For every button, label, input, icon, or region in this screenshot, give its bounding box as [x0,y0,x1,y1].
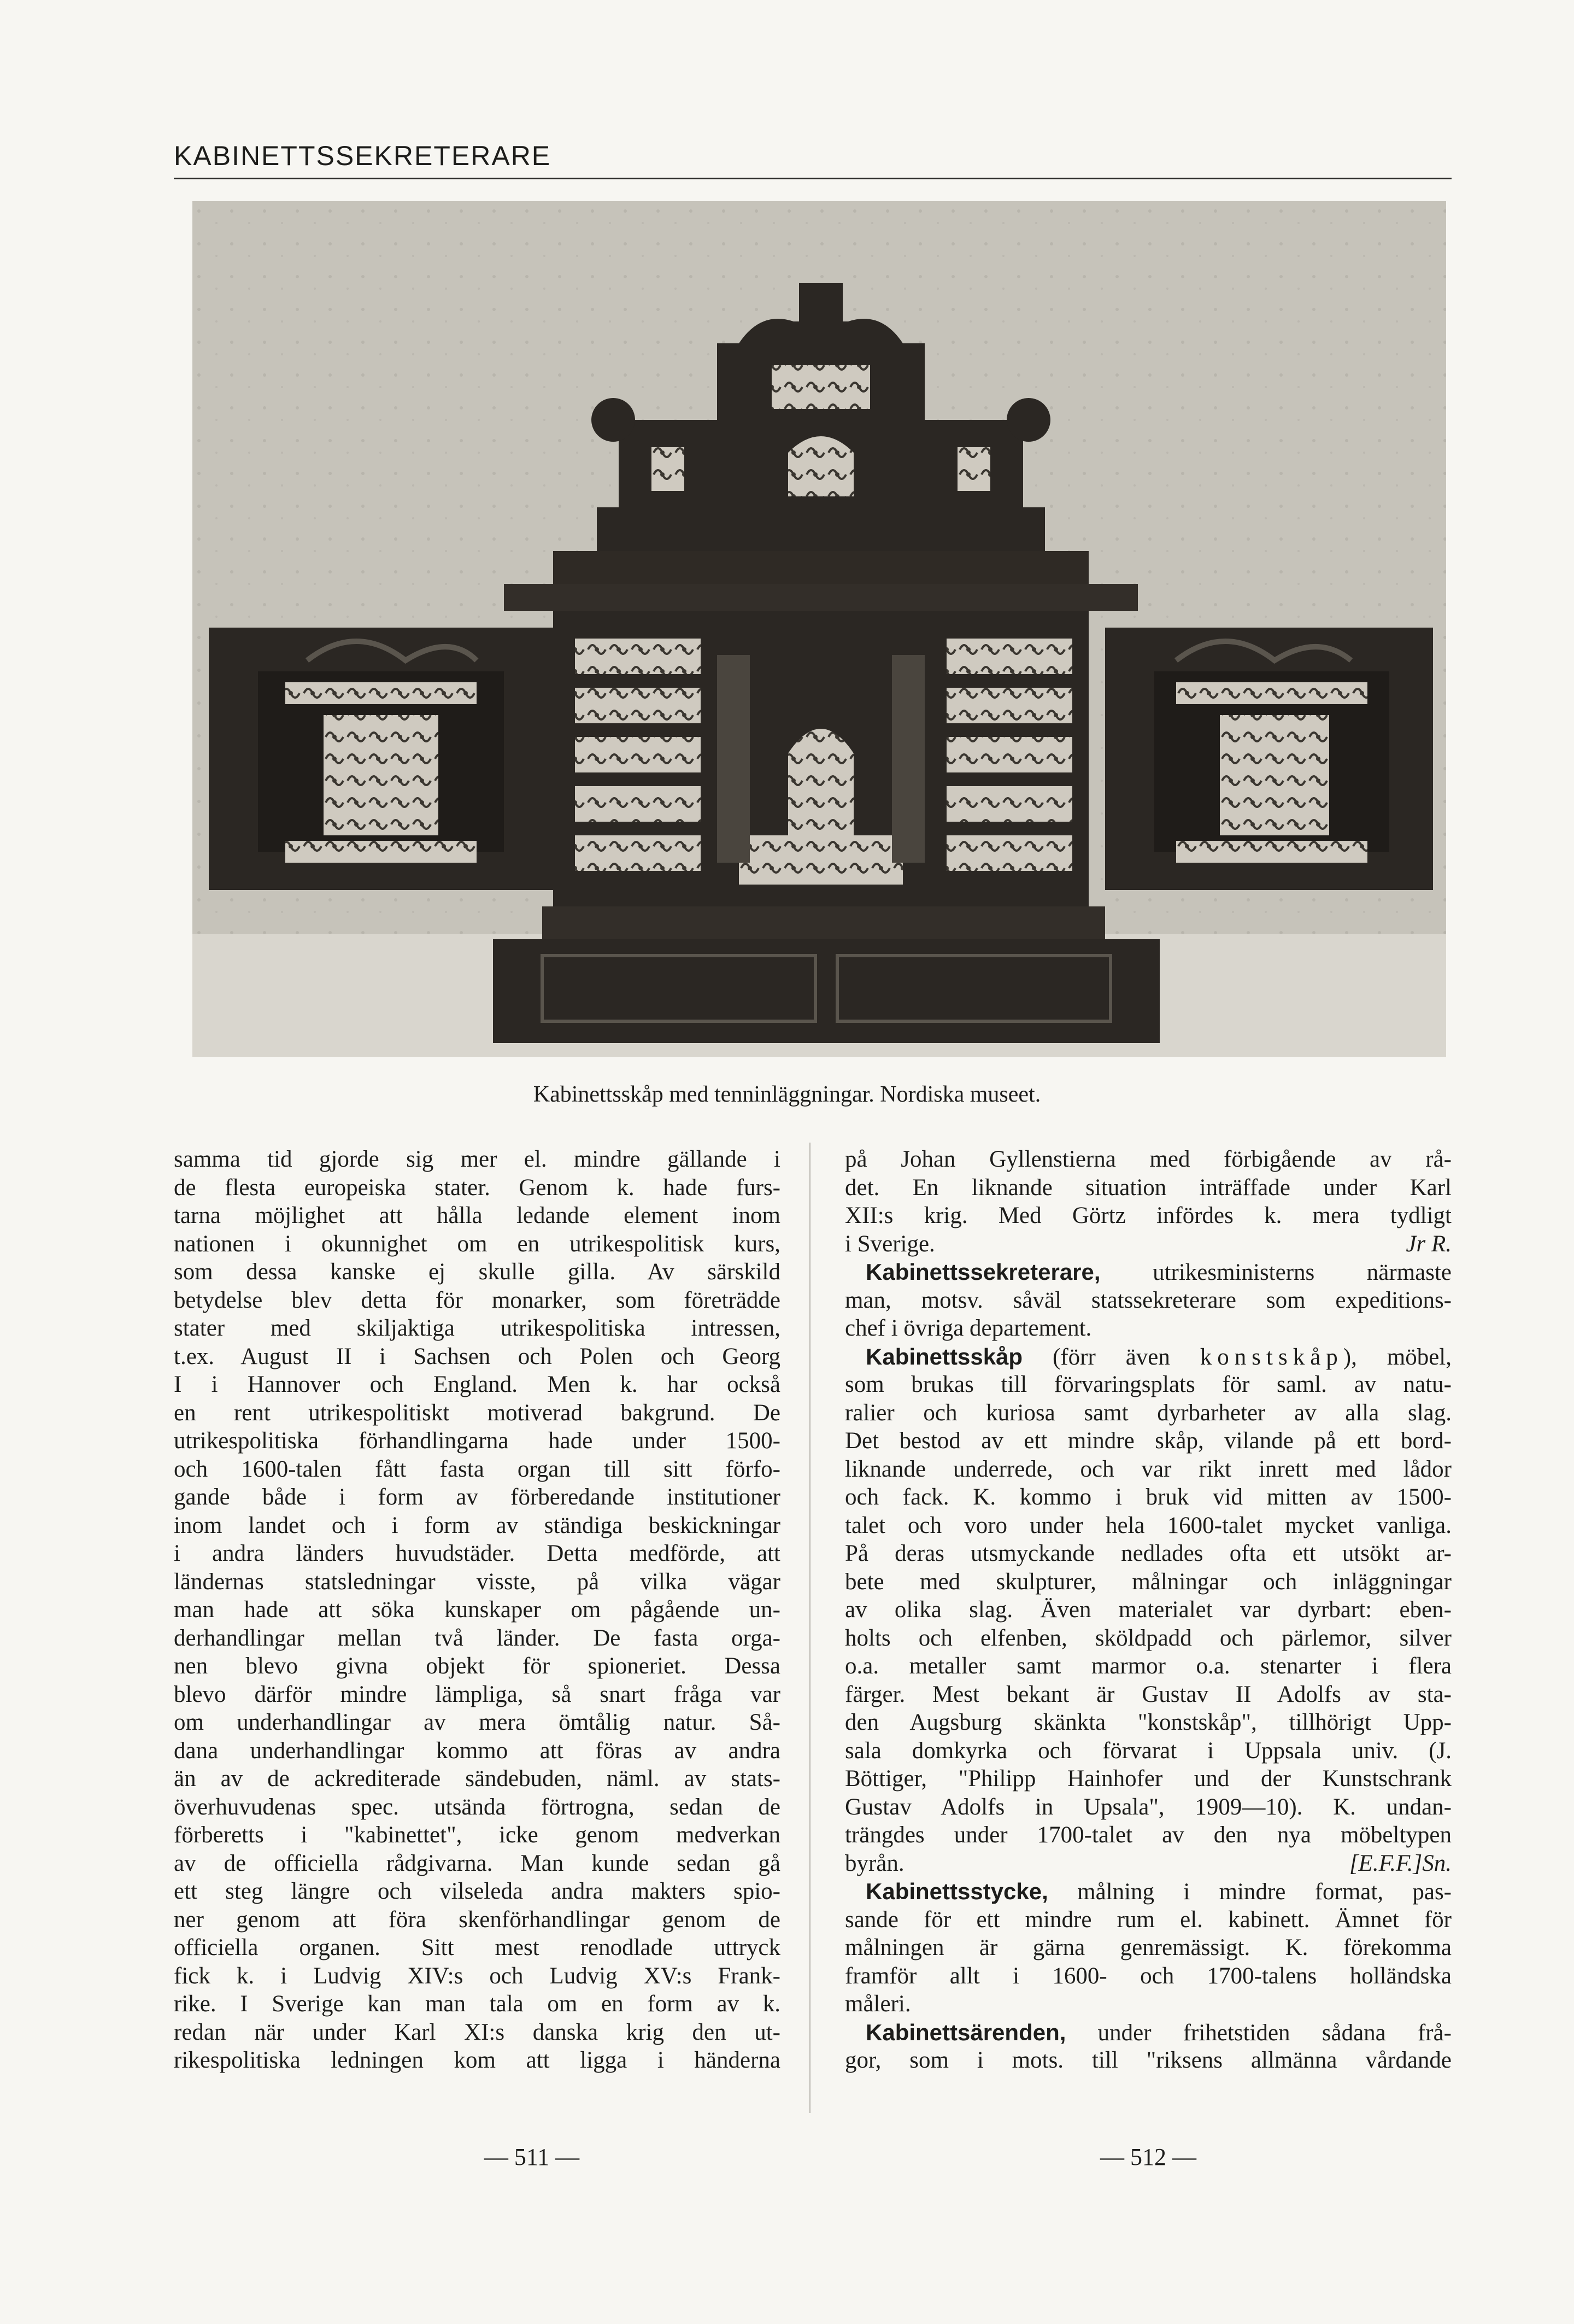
text-line: gande både i form av förberedande institutioner [174,1484,780,1510]
text-line: det. En liknande situation inträffade under Karl [845,1174,1452,1201]
text-line: nationen i okunnighet om en utrikespolitisk kurs, [174,1231,780,1257]
header-rule [174,178,1452,179]
text-line: ländernas statsledningar visste, på vilka vägar [174,1568,780,1595]
entry-kabinettsarenden [845,2018,1452,2047]
text-line: rike. I Sverige kan man tala om en form av k. [174,1991,780,2017]
text-fragment: konstskåp [1200,1344,1343,1370]
text-line: man hade att söka kunskaper om pågående un- [174,1597,780,1623]
text-fragment: utrikesministerns närmaste [1153,1260,1452,1285]
text-line: som brukas till förvaringsplats för saml. av natu- [845,1372,1452,1397]
text-line: utrikespolitiska förhandlingarna hade under 1500- [174,1428,780,1454]
author-signature: Jr R. [1406,1231,1452,1257]
cabinet-photograph [192,201,1446,1057]
left-column [174,1145,780,2075]
text-line: färger. Mest bekant är Gustav II Adolfs av sta- [845,1681,1452,1707]
text-fragment: målning i mindre format, pas- [1077,1879,1452,1905]
entry-term: Kabinettsstycke, [866,1878,1048,1904]
text-line: sande för ett mindre rum el. kabinett. Ämnet för [845,1906,1452,1933]
text-line: än av de ackrediterade sändebuden, näml. av stats- [174,1766,780,1792]
text-line: På deras utsmyckande nedlades ofta ett utsökt ar- [845,1541,1452,1566]
text-line: betydelse blev detta för monarker, som företrädde [174,1287,780,1313]
text-line: Det bestod av ett mindre skåp, vilande på ett bord- [845,1428,1452,1454]
text-line: Böttiger, "Philipp Hainhofer und der Kunstschrank [845,1766,1452,1792]
running-header: KABINETTSSEKRETERARE [174,141,551,171]
text-line: en rent utrikespolitiskt motiverad bakgrund. De [174,1400,780,1426]
text-line [845,1849,1452,1878]
text-line: om underhandlingar av mera ömtålig natur. Så- [174,1710,780,1735]
text-line: framför allt i 1600- och 1700-talens holländska [845,1963,1452,1989]
text-fragment: ), möbel, [1343,1344,1452,1370]
text-line: trängdes under 1700-talet av den nya möbeltypen [845,1822,1452,1848]
text-line: redan när under Karl XI:s danska krig den ut- [174,2019,780,2045]
page-number-right: — 512 — [1100,2144,1196,2170]
entry-term: Kabinettsskåp [866,1343,1023,1369]
entry-term: Kabinettssekreterare, [866,1259,1101,1285]
author-signature: [E.F.F.]Sn. [1349,1850,1452,1876]
text-line: ralier och kuriosa samt dyrbarheter av alla slag. [845,1400,1452,1426]
text-line: samma tid gjorde sig mer el. mindre gällande i [174,1146,780,1172]
text-line [845,1230,1452,1258]
text-fragment: byrån. [845,1850,905,1876]
text-line: stater med skiljaktiga utrikespolitiska intressen, [174,1315,780,1341]
text-line: nen blevo givna objekt för spioneriet. Dessa [174,1653,780,1679]
right-column [845,1145,1452,2075]
text-line: Gustav Adolfs in Upsala", 1909—10). K. undan- [845,1794,1452,1820]
column-divider [809,1143,811,2113]
text-line: officiella organen. Sitt mest renodlade uttryck [174,1935,780,1960]
text-line: rikespolitiska ledningen kom att ligga i händerna [174,2047,780,2073]
text-fragment: i Sverige. [845,1231,935,1257]
text-line: talet och voro under hela 1600-talet mycket vanliga. [845,1512,1452,1538]
entry-term: Kabinettsärenden, [866,2019,1066,2045]
text-line: den Augsburg skänkta "konstskåp", tillhörigt Upp- [845,1710,1452,1735]
text-line: ett steg längre och vilseleda andra makters spio- [174,1878,780,1904]
text-line: av de officiella rådgivarna. Man kunde sedan gå [174,1850,780,1876]
text-line: XII:s krig. Med Görtz infördes k. mera tydligt [845,1203,1452,1228]
entry-kabinettsskap [845,1343,1452,1371]
text-line: ner genom att föra skenförhandlingar genom de [174,1906,780,1933]
text-line: i andra länders huvudstäder. Detta medförde, att [174,1541,780,1566]
text-line: de flesta europeiska stater. Genom k. hade furs- [174,1174,780,1201]
page-number-left: — 511 — [484,2144,580,2170]
entry-kabinettsstycke [845,1877,1452,1906]
text-line: fick k. i Ludvig XIV:s och Ludvig XV:s Frank- [174,1963,780,1989]
text-line: av olika slag. Även materialet var dyrbart: eben- [845,1597,1452,1623]
text-line: dana underhandlingar kommo att föras av andra [174,1737,780,1764]
text-line: liknande underrede, och var rikt inrett med lådor [845,1456,1452,1482]
text-line: derhandlingar mellan två länder. De fasta orga- [174,1625,780,1651]
text-line: t.ex. August II i Sachsen och Polen och Georg [174,1343,780,1369]
text-line: och fack. K. kommo i bruk vid mitten av 1500- [845,1484,1452,1510]
text-fragment: under frihetstiden sådana frå- [1097,2019,1452,2046]
text-line: målningen är gärna genremässigt. K. förekomma [845,1935,1452,1960]
text-line: I i Hannover och England. Men k. har också [174,1372,780,1397]
text-line: sala domkyrka och förvarat i Uppsala univ. (J. [845,1737,1452,1764]
text-line: holts och elfenben, sköldpadd och pärlemor, silver [845,1625,1452,1651]
text-line: och 1600-talen fått fasta organ till sitt förfo- [174,1456,780,1482]
left-door [209,628,553,890]
text-line: måleri. [845,1991,911,2017]
cabinet-illustration [192,201,1446,1057]
text-line: förberetts i "kabinettet", icke genom medverkan [174,1822,780,1848]
text-fragment: (förr även [1053,1344,1170,1370]
cabinet-body [493,584,1160,1043]
text-line: gor, som i mots. till "riksens allmänna vårdande [845,2047,1452,2073]
entry-kabinettssekreterare [845,1258,1452,1286]
text-line: som dessa kanske ej skulle gilla. Av särskild [174,1259,780,1285]
figure-caption: Kabinettsskåp med tenninläggningar. Nordiska museet. [533,1082,1041,1107]
text-line: på Johan Gyllenstierna med förbigående av rå- [845,1146,1452,1172]
right-door [1105,628,1433,890]
text-line: chef i övriga departement. [845,1315,1092,1341]
text-line: överhuvudenas spec. utsända förtrogna, sedan de [174,1794,780,1820]
text-line: tarna möjlighet att hålla ledande element inom [174,1203,780,1228]
text-line: bete med skulpturer, målningar och inläggningar [845,1568,1452,1595]
text-line: inom landet och i form av ständiga beskickningar [174,1512,780,1538]
text-line: man, motsv. såväl statssekreterare som expeditions- [845,1287,1452,1313]
text-line: o.a. metaller samt marmor o.a. stenarter i flera [845,1653,1452,1679]
text-line: blevo därför mindre lämpliga, så snart fråga var [174,1681,780,1707]
